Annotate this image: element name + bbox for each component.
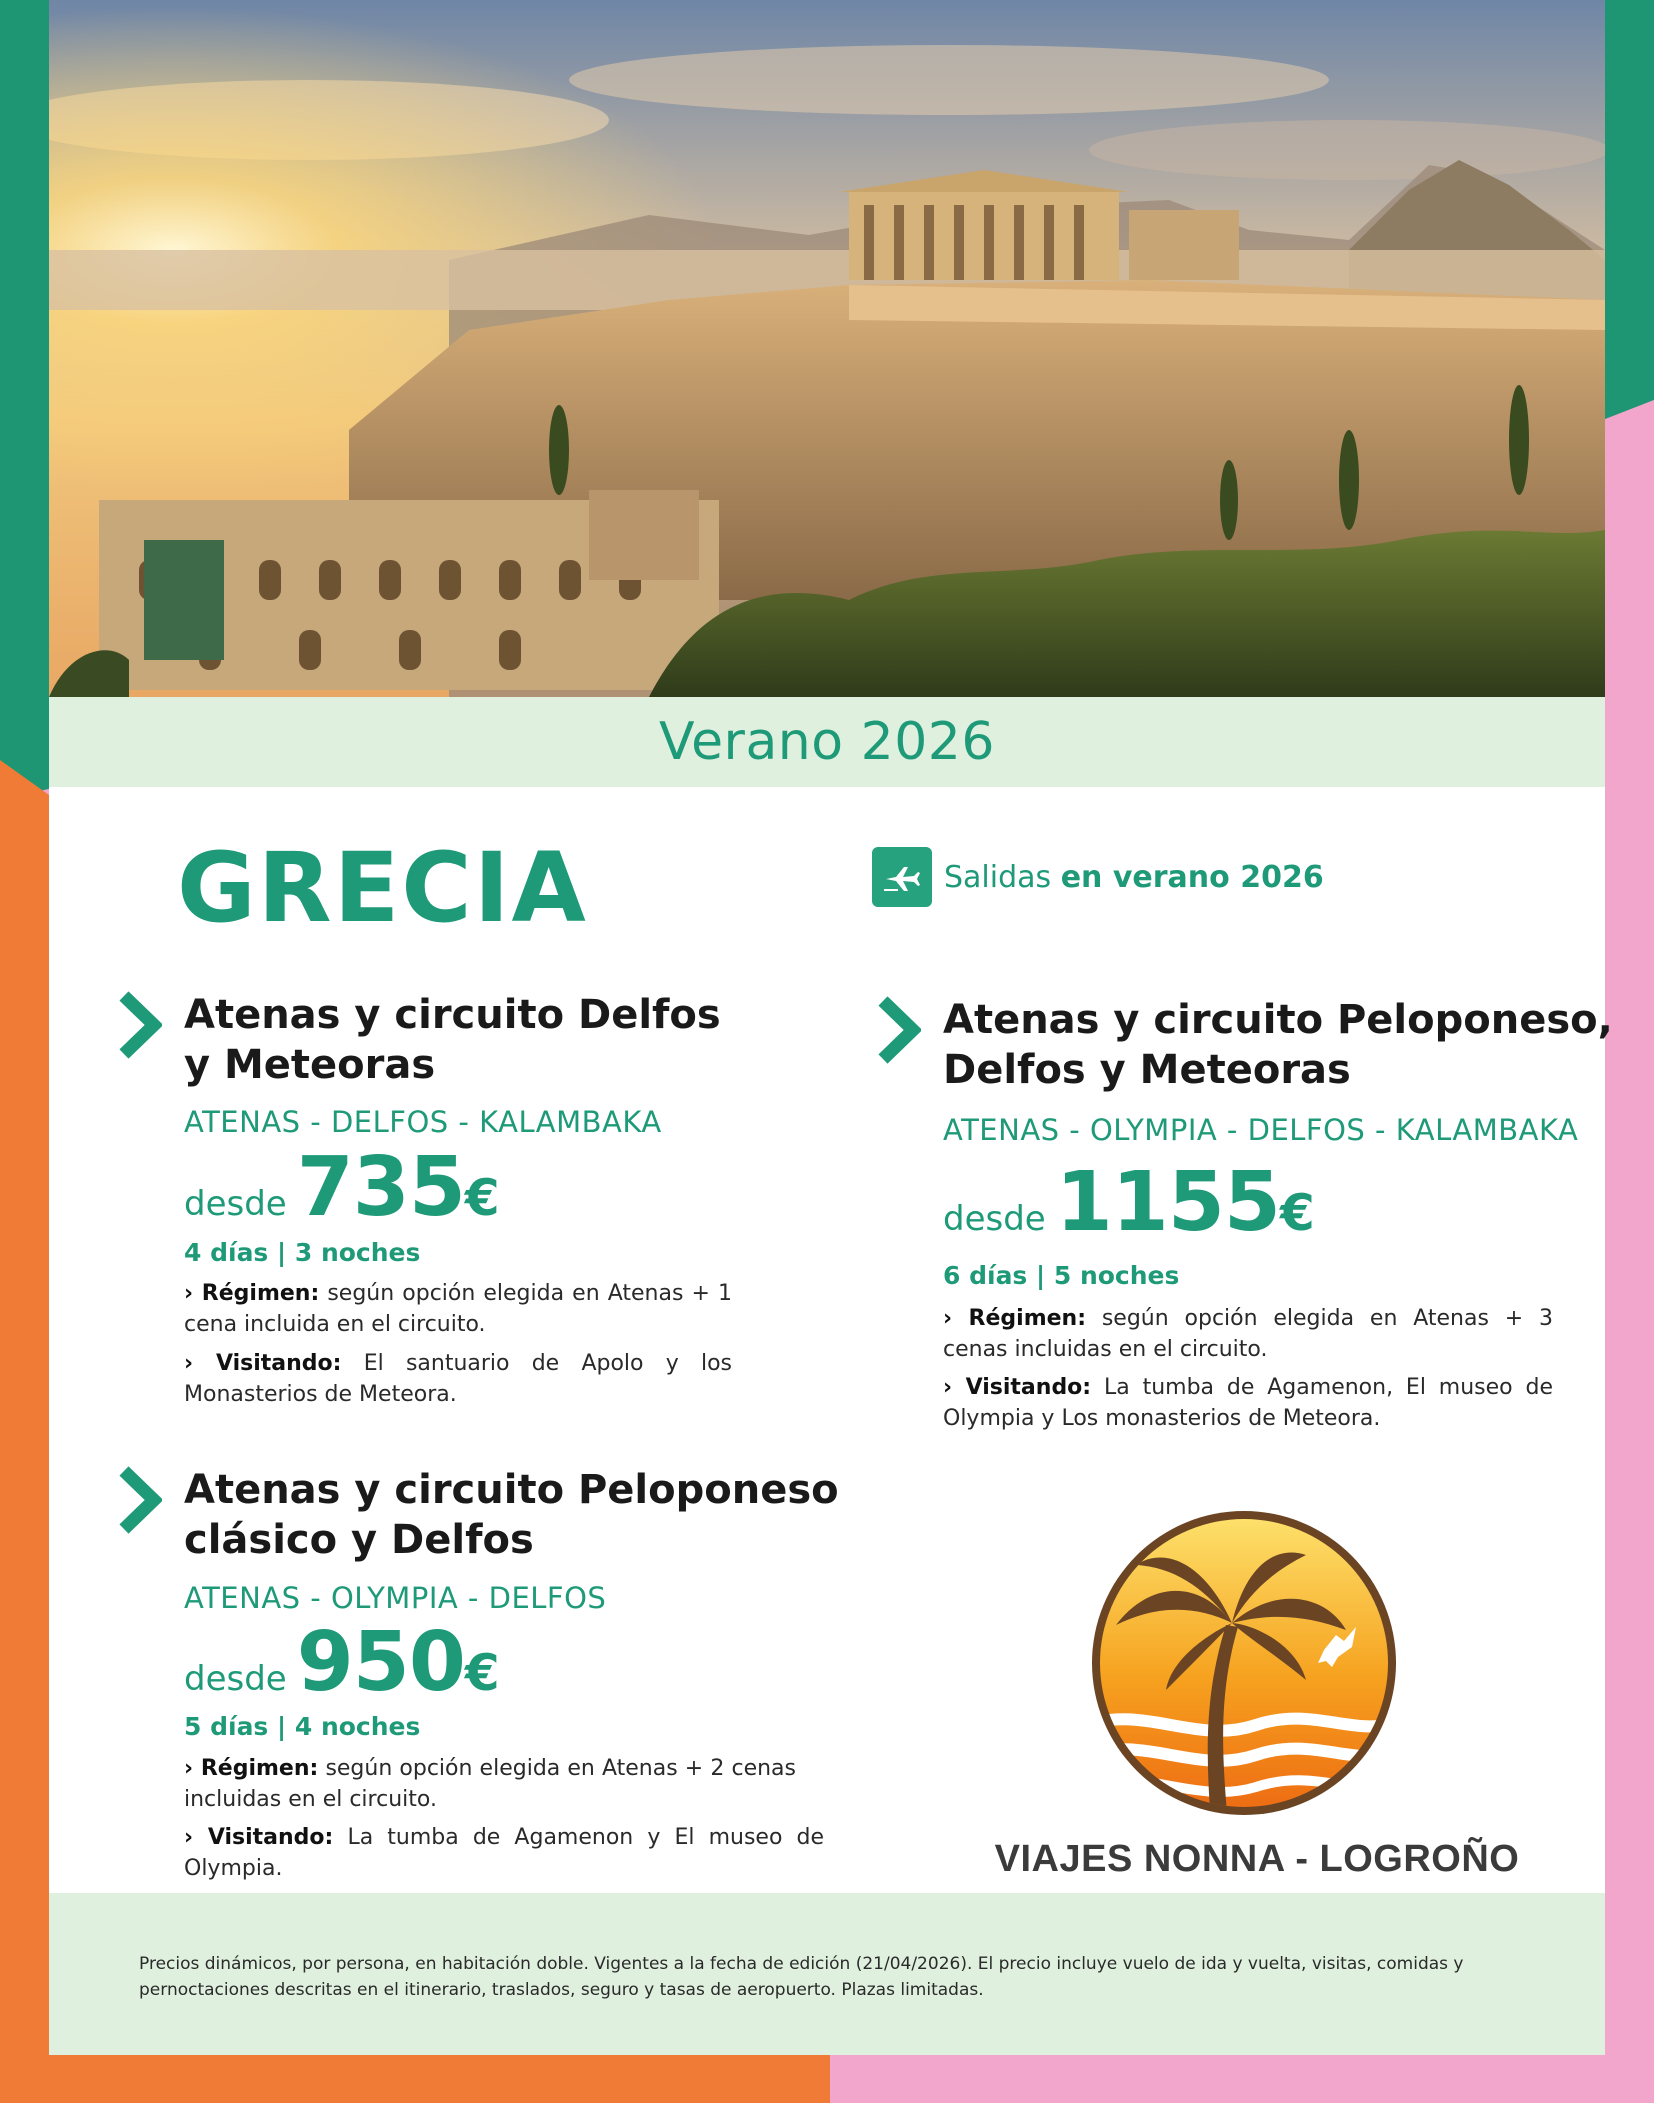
departures-note bbox=[872, 847, 1324, 907]
chevron-right-icon bbox=[116, 1465, 162, 1535]
trip-title: Atenas y circuito Delfos y Meteoras bbox=[184, 992, 721, 1088]
footer-band bbox=[49, 1893, 1605, 2055]
trip-card bbox=[116, 1465, 876, 1881]
trip-title: Atenas y circuito Peloponeso, Delfos y Meteoras bbox=[943, 997, 1613, 1093]
country-title: GRECIA bbox=[177, 832, 588, 944]
season-title: Verano 2026 bbox=[659, 712, 995, 772]
season-band bbox=[49, 697, 1605, 787]
trip-visitando: › Visitando: El santuario de Apolo y los Monasterios de Meteora. bbox=[184, 1351, 732, 1407]
trip-route: ATENAS - OLYMPIA - DELFOS - KALAMBAKA bbox=[943, 1113, 1579, 1147]
trip-duration: 4 días | 3 noches bbox=[184, 1238, 421, 1267]
trip-title: Atenas y circuito Peloponeso clásico y Delfos bbox=[184, 1467, 839, 1563]
footer-disclaimer: Precios dinámicos, por persona, en habitación doble. Vigentes a la fecha de edición (21/04/2026). El precio incluye vuelo de ida y vuelta, visitas, comidas y pernoctaciones descritas en el itinerario, traslados, seguro y tasas de aeropuerto. Plazas limitadas. bbox=[139, 1954, 1464, 2000]
trip-visitando: › Visitando: La tumba de Agamenon y El museo de Olympia. bbox=[184, 1825, 825, 1881]
hero-image-acropolis bbox=[49, 0, 1605, 697]
trip-price: desde 950 € bbox=[184, 1615, 500, 1710]
trip-visitando: › Visitando: La tumba de Agamenon, El museo de Olympia y Los monasterios de Meteora. bbox=[943, 1375, 1553, 1431]
trip-price: desde 1155 € bbox=[943, 1155, 1315, 1250]
trip-regimen: › Régimen: según opción elegida en Atenas + 1 cena incluida en el circuito. bbox=[184, 1281, 732, 1337]
trip-route: ATENAS - DELFOS - KALAMBAKA bbox=[184, 1105, 662, 1139]
trip-price: desde 735 € bbox=[184, 1140, 500, 1235]
chevron-right-icon bbox=[875, 995, 921, 1065]
departures-label: Salidas bbox=[944, 859, 1052, 895]
agency-name: VIAJES NONNA - LOGROÑO bbox=[994, 1838, 1520, 1880]
departures-season: en verano 2026 bbox=[1060, 859, 1324, 895]
trip-duration: 5 días | 4 noches bbox=[184, 1712, 421, 1741]
airplane-icon bbox=[872, 847, 932, 907]
trip-card bbox=[875, 995, 1613, 1435]
trip-regimen: › Régimen: según opción elegida en Atenas + 3 cenas incluidas en el circuito. bbox=[943, 1306, 1553, 1362]
trip-regimen: › Régimen: según opción elegida en Atenas + 2 cenas incluidas en el circuito. bbox=[184, 1756, 796, 1812]
trip-route: ATENAS - OLYMPIA - DELFOS bbox=[184, 1581, 607, 1615]
trip-duration: 6 días | 5 noches bbox=[943, 1261, 1180, 1290]
flyer-card bbox=[49, 0, 1613, 2055]
trip-card bbox=[116, 990, 816, 1420]
chevron-right-icon bbox=[116, 990, 162, 1060]
palm-tree-sunset-logo bbox=[1086, 1505, 1402, 1821]
